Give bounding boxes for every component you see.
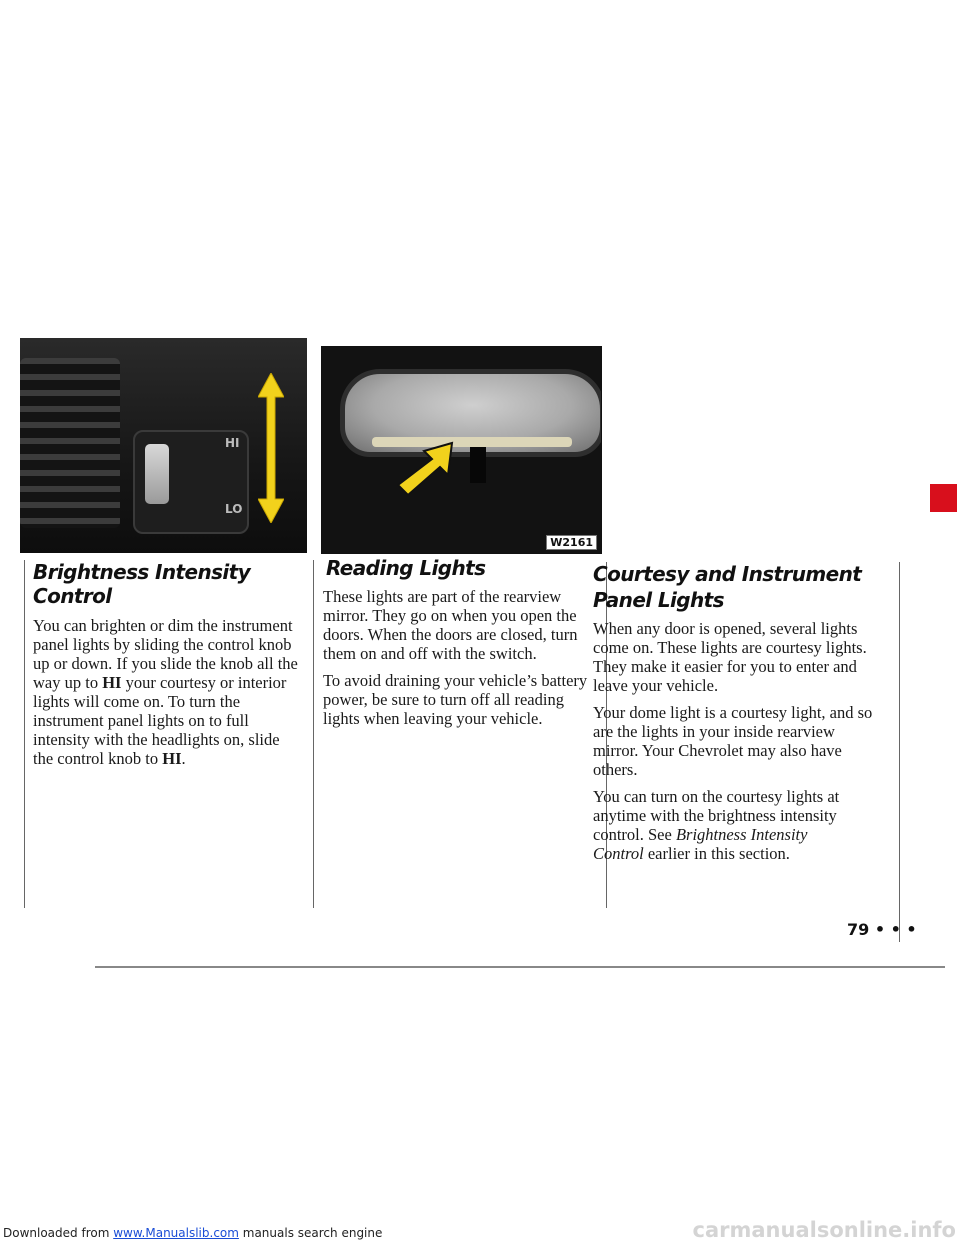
paragraph: These lights are part of the rearview mirror. They go on when you open the doors. When the doors are closed, turn them on and off with the switch. — [323, 587, 578, 663]
download-note — [3, 1226, 382, 1240]
watermark: carmanualsonline.info — [692, 1218, 956, 1242]
text-run: . — [181, 749, 186, 768]
control-panel — [133, 430, 249, 534]
paragraph — [33, 616, 298, 768]
reading-lights-section — [323, 556, 591, 736]
section-heading: Courtesy and Instrument Panel Lights — [593, 562, 862, 612]
download-suffix: manuals search engine — [238, 1226, 383, 1240]
reading-lights-photo — [321, 346, 602, 554]
column-rule — [899, 562, 900, 942]
download-prefix: Downloaded from — [3, 1226, 114, 1240]
updown-arrow-icon — [258, 373, 284, 523]
brightness-section — [33, 560, 298, 776]
page-number: 79 • • • — [847, 920, 917, 939]
panel-lo-mark: LO — [225, 502, 243, 516]
manualslib-link[interactable]: www.Manualslib.com — [113, 1226, 239, 1240]
section-heading: Reading Lights — [326, 556, 486, 580]
figure-code: W2161 — [546, 535, 597, 550]
control-knob — [145, 444, 169, 504]
footer-rule — [95, 966, 945, 968]
column-rule — [313, 560, 314, 908]
text-run: You can turn on the courtesy lights at anytime with the brightness intensity control. See — [593, 787, 840, 844]
air-vent — [20, 358, 120, 528]
cross-reference: Brightness Intensity Control — [593, 825, 808, 863]
paragraph: To avoid draining your vehicle’s battery power, be sure to turn off all reading lights when leaving your vehicle. — [323, 671, 588, 728]
section-tab-marker — [930, 484, 957, 512]
mirror-stem — [470, 447, 486, 483]
text-run: You can brighten or dim the instrument panel lights by sliding the control knob up or down. If you slide the knob all the way up to — [33, 616, 298, 692]
courtesy-lights-section — [593, 561, 888, 871]
paragraph: Your dome light is a courtesy light, and so are the lights in your inside rearview mirror. Your Chevrolet may also have others. — [593, 703, 873, 779]
brightness-control-photo — [20, 338, 307, 553]
text-run: your courtesy or interior lights will come on. To turn the instrument panel lights on to full intensity with the headlights on, slide the control knob to — [33, 673, 287, 768]
section-heading: Brightness Intensity Control — [33, 560, 251, 608]
text-run: earlier in this section. — [643, 844, 790, 863]
pointer-arrow-icon — [394, 439, 456, 499]
paragraph: When any door is opened, several lights come on. These lights are courtesy lights. They make it easier for you to enter and leave your vehicle. — [593, 619, 867, 695]
paragraph — [593, 787, 853, 863]
blank-top-area — [0, 0, 960, 280]
column-rule — [24, 560, 25, 908]
hi-label: HI — [102, 673, 122, 692]
panel-hi-mark: HI — [225, 436, 240, 450]
hi-label: HI — [162, 749, 182, 768]
